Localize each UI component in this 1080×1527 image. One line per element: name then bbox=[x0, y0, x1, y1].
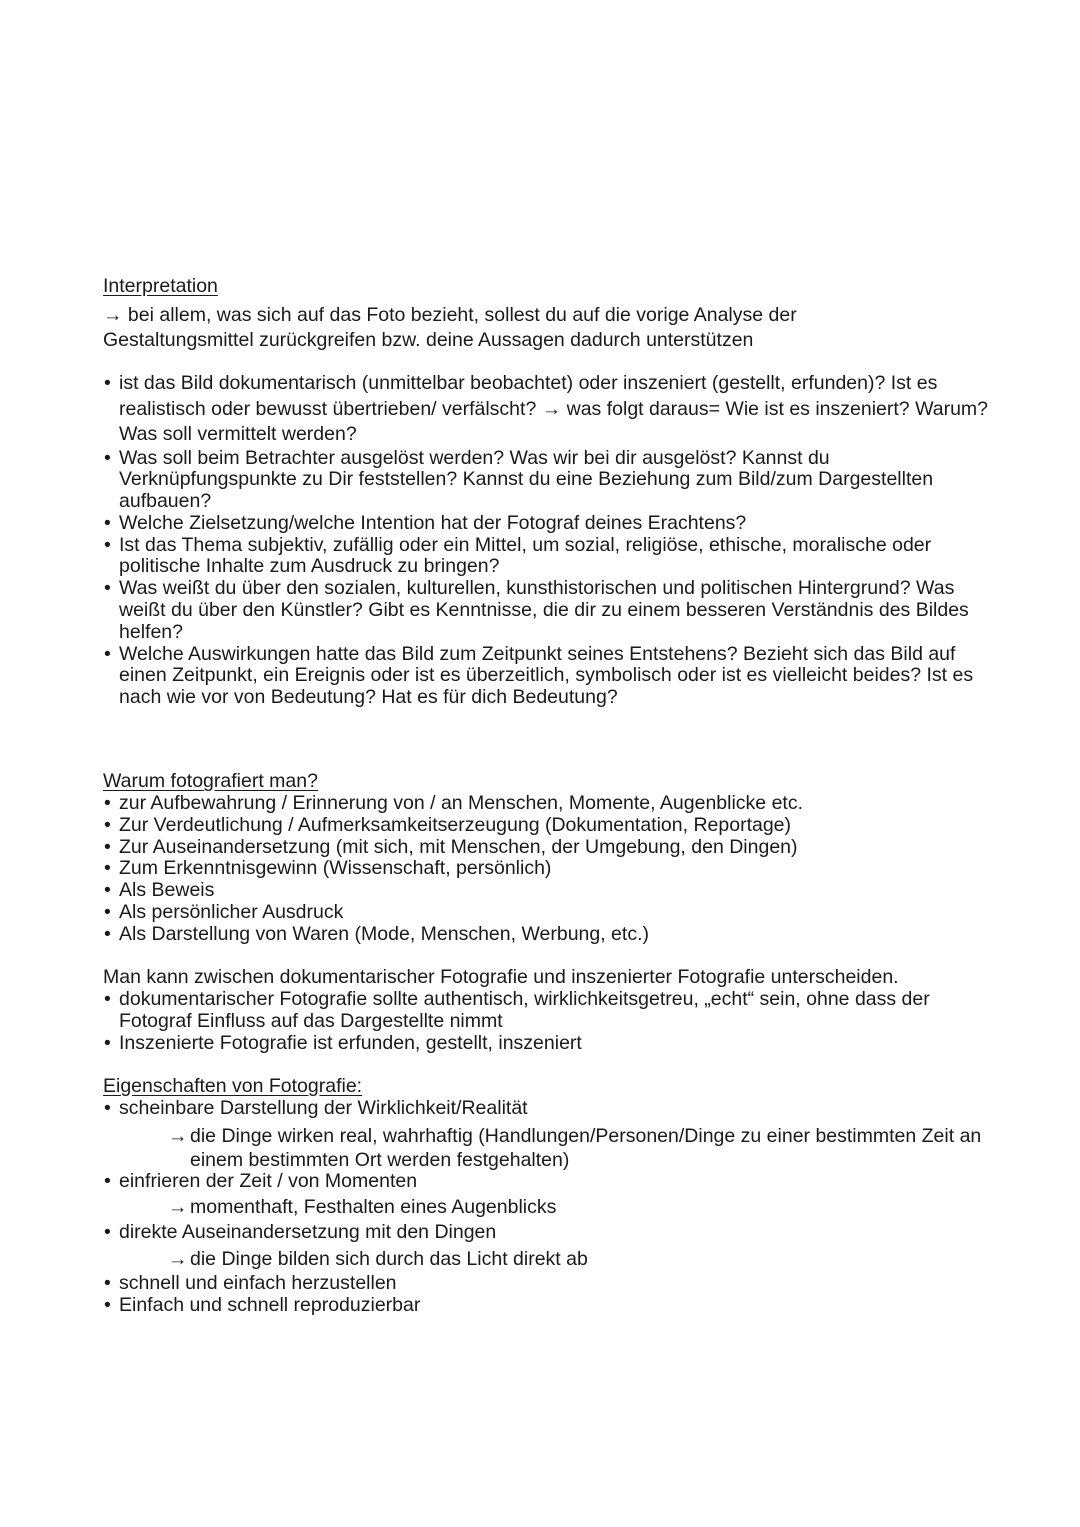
types-intro: Man kann zwischen dokumentarischer Fotografie und inszenierter Fotografie unterscheiden. bbox=[103, 966, 899, 988]
properties-list-c bbox=[103, 1222, 993, 1244]
list-item: • dokumentarischer Fotografie sollte authentisch, wirklichkeitsgetreu, „echt“ sein, ohne dass der Fotograf Einfluss auf das Dargestellte nimmt bbox=[103, 989, 973, 1033]
list-item: • Inszenierte Fotografie ist erfunden, gestellt, inszeniert bbox=[103, 1033, 973, 1055]
list-item: • Als Beweis bbox=[103, 880, 993, 902]
interpretation-list bbox=[103, 371, 993, 709]
list-item: • Zum Erkenntnisgewinn (Wissenschaft, persönlich) bbox=[103, 858, 993, 880]
list-item: • Was soll beim Betrachter ausgelöst werden? Was wir bei dir ausgelöst? Kannst du Verknüpfungspunkte zu Dir feststellen? Kannst du eine Beziehung zum Bild/zum Dargestellten aufbauen? bbox=[103, 448, 993, 513]
list-item: • Welche Zielsetzung/welche Intention hat der Fotograf deines Erachtens? bbox=[103, 513, 993, 535]
list-item: • Ist das Thema subjektiv, zufällig oder ein Mittel, um sozial, religiöse, ethische, moralische oder politische Inhalte zum Ausdruck zu bringen? bbox=[103, 535, 993, 579]
interpretation-intro: → bei allem, was sich auf das Foto bezieht, sollest du auf die vorige Analyse der Gestaltungsmittel zurückgreifen bzw. deine Aussagen dadurch unterstützen bbox=[103, 304, 797, 351]
interpretation-heading: Interpretation bbox=[103, 275, 218, 297]
why-heading: Warum fotografiert man? bbox=[103, 770, 318, 792]
list-item: • Einfach und schnell reproduzierbar bbox=[103, 1295, 993, 1317]
list-item: • Welche Auswirkungen hatte das Bild zum Zeitpunkt seines Entstehens? Bezieht sich das Bild auf einen Zeitpunkt, ein Ereignis oder ist es überzeitlich, symbolisch oder ist es vielleicht beides? Ist es nach wie vor von Bedeutung? Hat es für dich Bedeutung? bbox=[103, 644, 993, 709]
right-arrow-icon: → bbox=[168, 1196, 188, 1218]
property-detail: → momenthaft, Festhalten eines Augenblicks bbox=[168, 1196, 557, 1218]
right-arrow-icon: → bbox=[168, 1125, 188, 1147]
properties-list-d bbox=[103, 1273, 993, 1317]
list-item: • schnell und einfach herzustellen bbox=[103, 1273, 993, 1295]
property-detail: → die Dinge wirken real, wahrhaftig (Handlungen/Personen/Dinge zu einer bestimmten Zeit an einem bestimmten Ort werden festgehalten) bbox=[168, 1125, 982, 1171]
list-item: • scheinbare Darstellung der Wirklichkeit/Realität bbox=[103, 1098, 993, 1120]
list-item: • Als Darstellung von Waren (Mode, Menschen, Werbung, etc.) bbox=[103, 924, 993, 946]
properties-list-a bbox=[103, 1098, 993, 1120]
types-list bbox=[103, 989, 973, 1054]
list-item: • ist das Bild dokumentarisch (unmittelbar beobachtet) oder inszeniert (gestellt, erfunden)? Ist es realistisch oder bewusst übertrieben/ verfälscht? → was folgt daraus= Wie ist es inszeniert? Warum? Was soll vermittelt werden? bbox=[103, 371, 993, 448]
why-list bbox=[103, 793, 993, 946]
list-item: • Zur Verdeutlichung / Aufmerksamkeitserzeugung (Dokumentation, Reportage) bbox=[103, 815, 993, 837]
property-detail: → die Dinge bilden sich durch das Licht direkt ab bbox=[168, 1248, 588, 1270]
list-item: • einfrieren der Zeit / von Momenten bbox=[103, 1171, 993, 1193]
properties-heading: Eigenschaften von Fotografie: bbox=[103, 1075, 363, 1097]
list-item: • Als persönlicher Ausdruck bbox=[103, 902, 993, 924]
properties-list-b bbox=[103, 1171, 993, 1193]
list-item: • direkte Auseinandersetzung mit den Dingen bbox=[103, 1222, 993, 1244]
list-item: • Was weißt du über den sozialen, kulturellen, kunsthistorischen und politischen Hintergrund? Was weißt du über den Künstler? Gibt es Kenntnisse, die dir zu einem besseren Verständnis des Bildes helfen? bbox=[103, 578, 993, 643]
list-item: • Zur Auseinandersetzung (mit sich, mit Menschen, der Umgebung, den Dingen) bbox=[103, 837, 993, 859]
right-arrow-icon: → bbox=[168, 1248, 188, 1270]
list-item: • zur Aufbewahrung / Erinnerung von / an Menschen, Momente, Augenblicke etc. bbox=[103, 793, 993, 815]
